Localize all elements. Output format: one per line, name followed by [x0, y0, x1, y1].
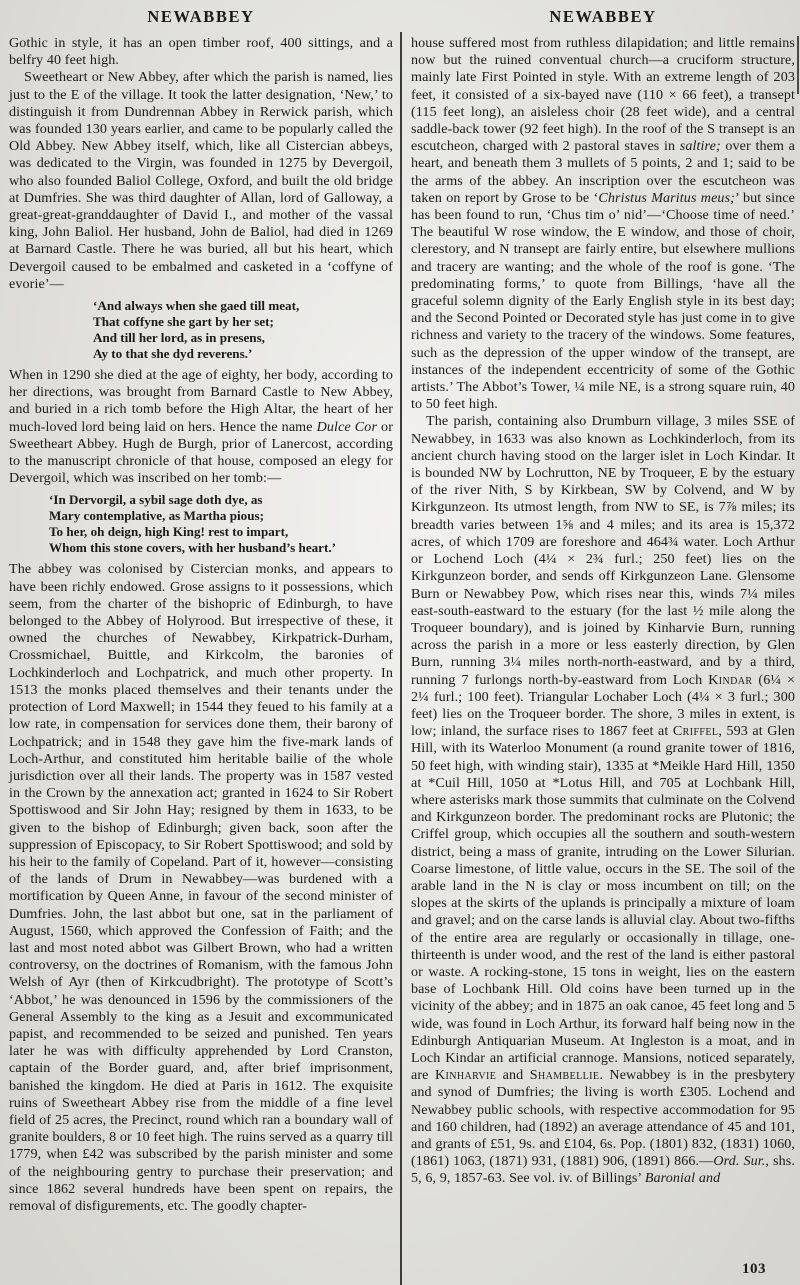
paragraph — [411, 413, 795, 1187]
body-text: over them a heart, and beneath them 3 mullets of 5 points, 2 and 1; said to be the arms of the abbey. An inscription over the escutcheon was taken on report by Grose to be ‘ — [411, 138, 795, 206]
body-text: , 593 at Glen Hill, with its Waterloo Monument (a round granite tower of 1816, 50 feet high, with winding stair), 1335 at *Meikle Hard Hill, 1350 at *Cuil Hill, 1050 at *Lotus Hill, and 705 at Lochbank Hill, where asterisks mark those summits that culminate on the Colvend and Kirkgunzeon border. The predominant rocks are Plutonic; the Criffel group, which occupies all the southern and south-western district, being a mass of granite, intruding on the Lower Silurian. Coarse limestone, of little value, occurs in the SE. The soil of the arable land in the N is clay or moss incumbent on till; on the slopes at the skirts of the uplands is principally a mixture of loam and gravel; and on the carse lands is alluvial clay. About two-fifths of the entire area are regularly or occasionally in tillage, one-thirteenth is under wood, and the rest of the land is either pastoral or waste. A rocking-stone, 15 tons in weight, lies on the eastern base of Lochbank Hill. Old coins have been turned up in the vicinity of the abbey; and in 1875 an oak canoe, 45 feet long and 5 wide, was found in Loch Arthur, its forward half being now in the Edinburgh Antiquarian Museum. At Ingleston is a moat, and in Loch Kindar an artificial crannoge. Mansions, noticed separately, are — [411, 723, 795, 1084]
body-text: Sweetheart or New Abbey, after which the parish is named, lies just to the E of the village. It took the latter designation, ‘New,’ to distinguish it from Dundrennan Abbey in Rerwick parish, which was founded 130 years earlier, and came to be popularly called the Old Abbey. New Abbey itself, which, like all Cistercian abbeys, was dedicated to the Virgin, was founded in 1275 by Devergoil, who also founded Baliol College, Oxford, and built the old bridge at Dumfries. She was third daughter of Allan, lord of Galloway, a great-great-granddaughter of David I., and mother of the vassal king, John Baliol. Her husband, John de Baliol, had died in 1269 at Barnard Castle. There he was buried, all but his heart, which Devergoil caused to be embalmed and casketed in a ‘coffyne of evorie’— — [9, 69, 393, 292]
body-text: Gothic in style, it has an open timber roof, 400 sittings, and a belfry 40 feet high. — [9, 35, 393, 69]
verse-line: To her, oh deign, high King! rest to impart, — [49, 524, 289, 540]
left-column — [9, 6, 393, 1215]
paragraph — [9, 561, 393, 1215]
body-text: , shs. 5, 6, 9, 1857-63. See vol. iv. of Billings’ — [411, 1153, 795, 1187]
verse-line: Ay to that she dyd reverens.’ — [93, 346, 253, 362]
styled-text: Shambellie — [529, 1067, 600, 1084]
verse-line: ‘And always when she gaed till meat, — [93, 298, 300, 314]
paragraph — [9, 367, 393, 487]
styled-text: Kinharvie — [434, 1067, 497, 1084]
styled-text: Kindar — [708, 671, 753, 688]
body-text: . Newabbey is in the presbytery and synod of Dumfries; the living is worth £305. Lochend and Newabbey public schools, with respective accommodation for 95 and 160 children, had (1892) an average attendance of 45 and 101, and grants of £51, 9s. and £104, 6s. Pop. (1801) 832, (1831) 1060, (1861) 1063, (1871) 931, (1881) 906, (1891) 866.— — [411, 1067, 795, 1170]
verse-line: Mary contemplative, as Martha pious; — [49, 508, 264, 524]
paragraph — [9, 69, 393, 293]
right-column — [411, 6, 795, 1188]
column-divider — [400, 32, 402, 1285]
verse-line: ‘In Dervorgil, a sybil sage doth dye, as — [49, 492, 263, 508]
styled-text: Dulce Cor — [316, 418, 378, 435]
styled-text: saltire; — [679, 138, 721, 155]
body-text: and — [496, 1067, 530, 1084]
body-text: (6¼ × 2¼ furl.; 100 feet). Triangular Lochaber Loch (4¼ × 3 furl.; 300 feet) lies on the Troqueer border. The shore, 3 miles in extent, is low; inland, the surface rises to 1867 feet at — [411, 671, 796, 740]
body-text: house suffered most from ruthless dilapidation; and little remains now but the ruined conventual church—a cruciform structure, mainly late First Pointed in style. With an extreme length of 203 feet, it consisted of a six-bayed nave (110 × 66 feet), a transept (115 feet long), an aisleless choir (28 feet wide), and a central saddle-back tower (92 feet high). In the roof of the S transept is an escutcheon, charged with 2 pastoral staves in — [411, 35, 795, 155]
page-header-right: NEWABBEY — [549, 7, 657, 26]
body-text: or Sweetheart Abbey. Hugh de Burgh, prior of Lanercost, according to the manuscript chronicle of that house, composed an elegy for Devergoil, which was inscribed on her tomb:— — [9, 418, 393, 487]
body-text: The abbey was colonised by Cistercian monks, and appears to have been richly endowed. Grose assigns to it possessions, which seem, from the charter of the bishopric of Edinburgh, to have belonged to the Abbey of Holyrood. But irrespective of these, it owned the churches of Newabbey, Kirkpatrick-Durham, Crossmichael, Buittle, and Kirkcolm, the baronies of Lochkinderloch and Lochpatrick, and much other property. In 1513 the monks placed themselves and their tenants under the protection of Lord Maxwell; in 1544 they feued to his family at a low rate, in compensation for services done them, their barony of Lochpatrick; and in 1548 they gave him the five-mark lands of Loch-Arthur, and constituted him heritable bailie of the whole jurisdiction over all their lands. The property was in 1587 vested in the Crown by the annexation act; granted in 1624 to Sir Robert Spottiswood and Sir John Hay; resigned by them in 1633, to be given to the bishop of Edinburgh; given back, soon after the suppression of Episcopacy, to Sir Robert Spottiswood; and sold by his heir to the family of Copeland. Part of it, however—consisting of the lands of Drum in Newabbey—was burdened with a mortification by Queen Anne, in favour of the second minister of Dumfries. John, the last abbot but one, sat in the parliament of August, 1560, which approved the Confession of Faith; and the last and most noted abbot was Gilbert Brown, who had a written controversy, on the doctrines of Romanism, with the famous John Welsh of Ayr (then of Kirkcudbright). The prototype of Scott’s ‘Abbot,’ he was denounced in 1596 by the commissioners of the General Assembly to the king as a Jesuit and excommunicated papist, and recommended to be seized and punished. Ten years later he was with difficulty apprehended by Lord Cranston, captain of the Border guard, and, after brief imprisonment, banished the kingdom. He died at Paris in 1612. The exquisite ruins of Sweetheart Abbey rise from the middle of a fine level field of 25 acres, the Precinct, round which ran a boundary wall of granite boulders, 8 or 10 feet high. The ruins served as a quarry till 1779, when £42 was subscribed by the parish minister and some of the neighbouring gentry to purchase their preservation; and since 1862 several hundreds have been spent on repairs, the removal of disfigurements, etc. The goodly chapter- — [9, 561, 393, 1214]
page-edge-artifact — [797, 36, 799, 94]
body-text: The parish, containing also Drumburn village, 3 miles SSE of Newabbey, in 1633 was also known as Lochkinderloch, from its ancient church having stood on the larger islet in Loch Kindar. It is bounded NW by Lochrutton, NE by Troqueer, E by the estuary of the river Nith, S by Kirkbean, SW by Colvend, and W by Kirkgunzeon. Its utmost length, from NW to SE, is 7⅞ miles; its breadth varies between 1⅝ and 4 miles; and its area is 15,372 acres, of which 1709 are foreshore and 464¾ water. Loch Arthur or Lochend Loch (4¼ × 2¾ furl.; 250 feet) lies on the Kirkgunzeon border, and sends off Kirkgunzeon Lane. Glensome Burn or Newabbey Pow, which rises near this, winds 7¼ miles east-south-eastward to the estuary (for the last ½ mile along the Troqueer boundary), and is joined by Kinharvie Burn, running across the parish in a more or less easterly direction, by Glen Burn, running 3¼ miles north-north-eastward, and by a third, running 7 furlongs north-by-eastward from Loch — [411, 413, 795, 688]
styled-text: Baronial and — [644, 1170, 721, 1187]
styled-text: Criffel — [672, 723, 719, 740]
verse-line: Whom this stone covers, with her husband’s heart.’ — [49, 540, 336, 556]
body-text: ’ but since has been found to run, ‘Chus tim o’ nid’—‘Choose time of need.’ The beautiful W rose window, the E window, and those of choir, clerestory, and N transept are fairly entire, but elsewhere mullions and tracery are wanting; and the whole of the roof is gone. ‘The predominating forms,’ to quote from Billings, ‘have all the graceful solemn dignity of the Early English style in its best day; and the Second Pointed or Decorated style has just come in to give richness and variety to the tracery of the windows. Some features, such as the depression of the upper window of the transept, are instances of the independent eccentricity of some of the Gothic artists.’ The Abbot’s Tower, ¼ mile NE, is a strong square ruin, 40 to 50 feet high. — [411, 189, 795, 413]
body-text: When in 1290 she died at the age of eighty, her body, according to her directions, was brought from Barnard Castle to New Abbey, and buried in a rich tomb before the High Altar, the heart of her much-loved lord being laid on hers. Hence the name — [9, 367, 393, 435]
paragraph — [9, 35, 393, 69]
verse-line: That coffyne she gart by her set; — [93, 314, 274, 330]
verse-quotation — [93, 298, 393, 362]
verse-line: And till her lord, as in presens, — [93, 330, 265, 346]
paragraph — [411, 35, 795, 413]
styled-text: Ord. Sur. — [713, 1153, 766, 1170]
verse-quotation — [49, 492, 393, 556]
page-header-left: NEWABBEY — [147, 7, 255, 26]
page-number: 103 — [742, 1261, 766, 1277]
styled-text: Christus Maritus meus; — [598, 189, 735, 206]
